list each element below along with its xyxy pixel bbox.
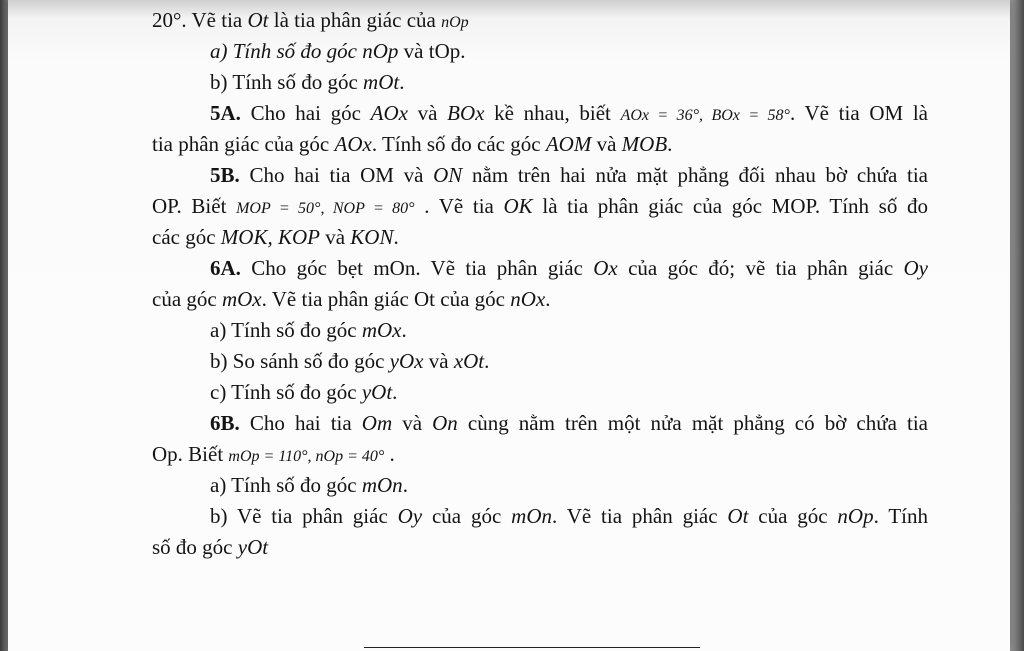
exercise-text — [152, 5, 928, 563]
line-1: 20°. Vẽ tia Ot là tia phân giác của nOp — [152, 8, 469, 32]
exercise-6b-line-1: 6B. Cho hai tia Om và On cùng nằm trên một nửa mặt phẳng có bờ chứa tia — [210, 411, 929, 435]
exercise-6b-part-a: a) Tính số đo góc mOn. — [210, 473, 408, 497]
right-background-edge — [1008, 0, 1024, 651]
line-2: a) Tính số đo góc nOp và tOp. — [210, 39, 466, 63]
exercise-5b-line-1: 5B. Cho hai tia OM và ON nằm trên hai nửa mặt phẳng đối nhau bờ chứa tia — [210, 163, 929, 187]
exercise-6b-part-b: b) Vẽ tia phân giác Oy của góc mOn. Vẽ tia phân giác Ot của góc nOp. Tính — [210, 504, 928, 528]
exercise-6a-part-b: b) So sánh số đo góc yOx và xOt. — [210, 349, 490, 373]
bottom-divider — [364, 647, 700, 648]
exercise-6a-line-2: của góc mOx. Vẽ tia phân giác Ot của góc nOx. — [152, 287, 551, 311]
exercise-5b-line-3: các góc MOK, KOP và KON. — [152, 225, 399, 249]
exercise-6b-line-2: Op. Biết mOp = 110°, nOp = 40° . — [152, 442, 395, 466]
line-3: b) Tính số đo góc mOt. — [210, 70, 405, 94]
exercise-6a-part-c: c) Tính số đo góc yOt. — [210, 380, 398, 404]
exercise-5b-line-2: OP. Biết MOP = 50°, NOP = 80° . Vẽ tia OK là tia phân giác của góc MOP. Tính số đo — [152, 194, 929, 218]
exercise-6b-part-b-cont: số đo góc yOt — [152, 535, 269, 559]
exercise-6a-part-a: a) Tính số đo góc mOx. — [210, 318, 407, 342]
document-page — [8, 0, 1010, 651]
exercise-6a-line-1: 6A. Cho góc bẹt mOn. Vẽ tia phân giác Ox của góc đó; vẽ tia phân giác Oy — [210, 256, 928, 280]
exercise-5a-line-1: 5A. Cho hai góc AOx và BOx kề nhau, biết AOx = 36°, BOx = 58°. Vẽ tia OM là — [210, 101, 929, 125]
exercise-5a-line-2: tia phân giác của góc AOx. Tính số đo các góc AOM và MOB. — [152, 132, 673, 156]
